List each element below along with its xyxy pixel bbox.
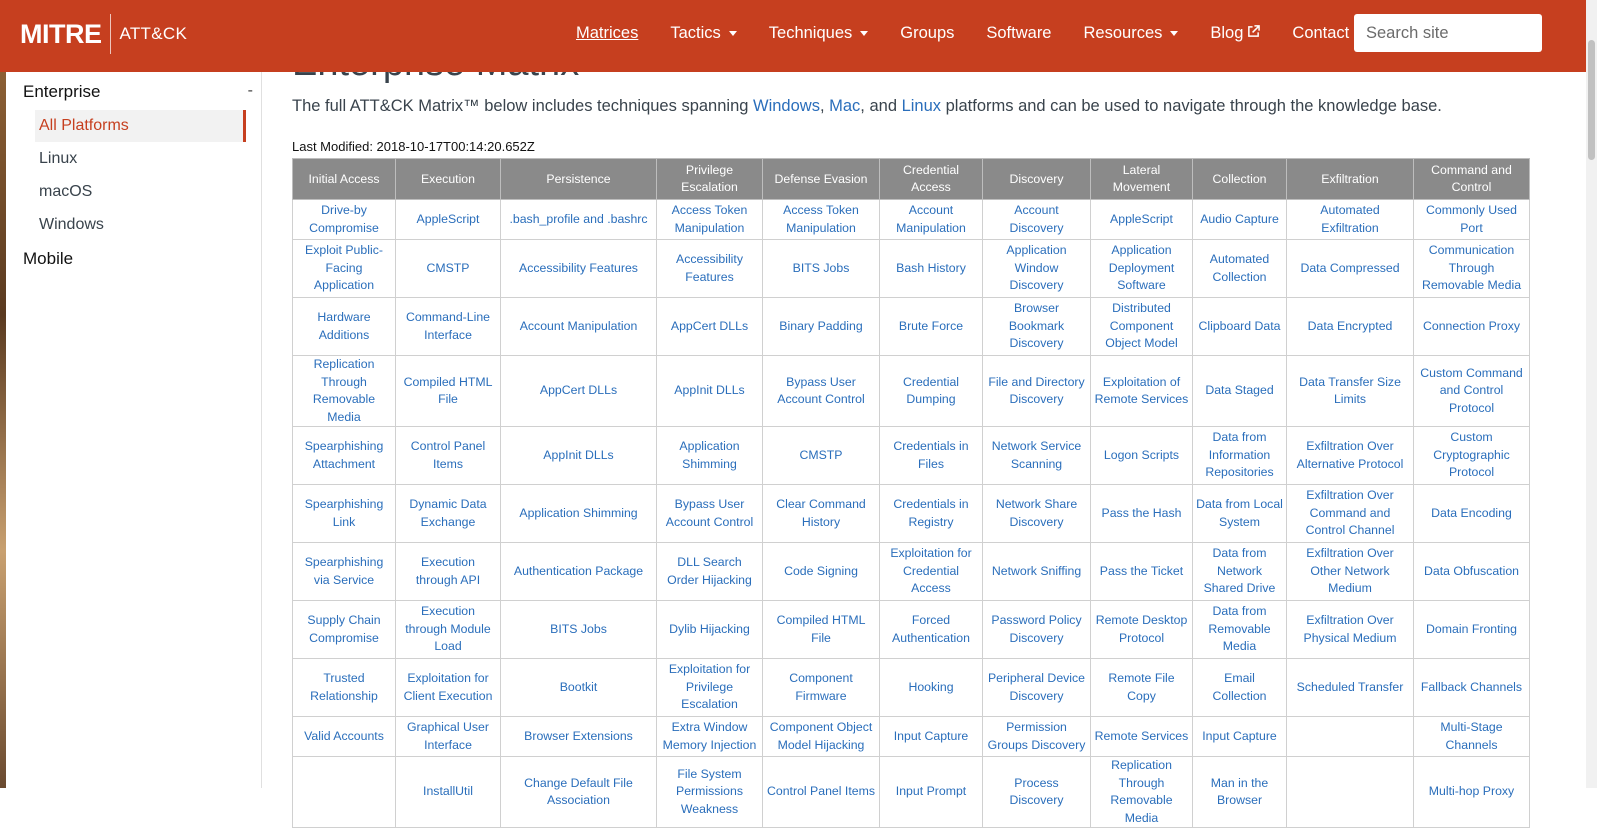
caret-down-icon xyxy=(729,31,737,36)
matrix-header-row xyxy=(293,159,1530,200)
matrix-row xyxy=(293,659,1530,717)
logo-divider xyxy=(110,14,111,54)
technique-cell[interactable]: Browser Bookmark Discovery xyxy=(983,298,1091,356)
technique-cell[interactable]: Replication Through Removable Media xyxy=(1091,757,1193,828)
nav-label: Contact xyxy=(1292,23,1350,42)
technique-cell[interactable]: CMSTP xyxy=(396,240,501,298)
technique-cell[interactable]: Control Panel Items xyxy=(763,757,880,828)
technique-cell[interactable]: Component Firmware xyxy=(763,659,880,717)
caret-down-icon xyxy=(860,31,868,36)
technique-cell[interactable]: Command-Line Interface xyxy=(396,298,501,356)
technique-cell[interactable]: Data Encoding xyxy=(1414,485,1530,543)
technique-cell[interactable]: Spearphishing Attachment xyxy=(293,427,396,485)
technique-cell[interactable]: Data Transfer Size Limits xyxy=(1287,356,1414,427)
tactic-header[interactable]: Initial Access xyxy=(293,159,396,200)
technique-cell[interactable]: Credentials in Registry xyxy=(880,485,983,543)
technique-cell[interactable]: Exfiltration Over Physical Medium xyxy=(1287,601,1414,659)
sidebar-item-windows[interactable]: Windows xyxy=(39,216,104,233)
technique-cell[interactable]: InstallUtil xyxy=(396,757,501,828)
tactic-header[interactable]: Persistence xyxy=(501,159,657,200)
nav-label: Matrices xyxy=(576,23,639,42)
technique-cell[interactable]: Permission Groups Discovery xyxy=(983,717,1091,757)
technique-cell[interactable]: Credentials in Files xyxy=(880,427,983,485)
technique-cell[interactable]: Data Compressed xyxy=(1287,240,1414,298)
technique-cell[interactable]: Spearphishing Link xyxy=(293,485,396,543)
matrix-row xyxy=(293,200,1530,240)
technique-cell[interactable]: Application Shimming xyxy=(657,427,763,485)
nav-label: Techniques xyxy=(768,23,853,42)
technique-cell[interactable]: Network Share Discovery xyxy=(983,485,1091,543)
matrix-row xyxy=(293,356,1530,427)
technique-cell[interactable]: Authentication Package xyxy=(501,543,657,601)
technique-cell[interactable]: Accessibility Features xyxy=(657,240,763,298)
technique-cell[interactable]: Data from Local System xyxy=(1193,485,1287,543)
tactic-header[interactable]: Discovery xyxy=(983,159,1091,200)
technique-cell[interactable]: Exploitation of Remote Services xyxy=(1091,356,1193,427)
technique-cell[interactable]: Man in the Browser xyxy=(1193,757,1287,828)
technique-cell[interactable]: Multi-hop Proxy xyxy=(1414,757,1530,828)
technique-cell[interactable]: Supply Chain Compromise xyxy=(293,601,396,659)
tactic-header[interactable]: Exfiltration xyxy=(1287,159,1414,200)
sidebar xyxy=(6,72,262,788)
technique-cell[interactable]: File and Directory Discovery xyxy=(983,356,1091,427)
sidebar-item-all-platforms[interactable]: All Platforms xyxy=(35,110,246,142)
technique-cell[interactable]: Exploitation for Client Execution xyxy=(396,659,501,717)
technique-cell[interactable]: Change Default File Association xyxy=(501,757,657,828)
technique-cell[interactable]: Remote Services xyxy=(1091,717,1193,757)
technique-cell[interactable]: Connection Proxy xyxy=(1414,298,1530,356)
technique-cell[interactable]: Account Manipulation xyxy=(501,298,657,356)
technique-cell[interactable]: Pass the Hash xyxy=(1091,485,1193,543)
technique-cell[interactable]: Binary Padding xyxy=(763,298,880,356)
tactic-header[interactable]: Lateral Movement xyxy=(1091,159,1193,200)
technique-cell[interactable]: Input Capture xyxy=(880,717,983,757)
matrix-row xyxy=(293,543,1530,601)
technique-cell[interactable]: Exfiltration Over Other Network Medium xyxy=(1287,543,1414,601)
empty-cell xyxy=(1287,717,1414,757)
technique-cell[interactable]: Logon Scripts xyxy=(1091,427,1193,485)
technique-cell[interactable]: Custom Cryptographic Protocol xyxy=(1414,427,1530,485)
matrix-table xyxy=(292,158,1530,828)
technique-cell[interactable]: Clear Command History xyxy=(763,485,880,543)
nav-label: Groups xyxy=(900,23,955,42)
logo-mitre: MITRE xyxy=(20,18,102,49)
technique-cell[interactable]: Trusted Relationship xyxy=(293,659,396,717)
nav-matrices-link[interactable] xyxy=(560,24,654,43)
technique-cell[interactable]: Clipboard Data xyxy=(1193,298,1287,356)
mitre-attack-logo[interactable] xyxy=(20,14,187,54)
matrix-row xyxy=(293,240,1530,298)
technique-cell[interactable]: AppInit DLLs xyxy=(657,356,763,427)
tactic-header[interactable]: Defense Evasion xyxy=(763,159,880,200)
intro-text: The full ATT&CK Matrix™ below includes techniques spanning Windows, Mac, and Linux platforms and can be used to navigate through the knowledge base. xyxy=(292,97,1442,115)
technique-cell[interactable]: Distributed Component Object Model xyxy=(1091,298,1193,356)
technique-cell[interactable]: Automated Collection xyxy=(1193,240,1287,298)
windows-link[interactable]: Windows xyxy=(753,97,820,115)
tactic-header[interactable]: Privilege Escalation xyxy=(657,159,763,200)
technique-cell[interactable]: Component Object Model Hijacking xyxy=(763,717,880,757)
technique-cell[interactable]: Remote Desktop Protocol xyxy=(1091,601,1193,659)
external-link-icon xyxy=(1247,24,1260,43)
technique-cell[interactable]: Password Policy Discovery xyxy=(983,601,1091,659)
technique-cell[interactable]: DLL Search Order Hijacking xyxy=(657,543,763,601)
technique-cell[interactable]: AppCert DLLs xyxy=(501,356,657,427)
technique-cell[interactable]: CMSTP xyxy=(763,427,880,485)
empty-cell xyxy=(1287,757,1414,828)
technique-cell[interactable]: Execution through Module Load xyxy=(396,601,501,659)
technique-cell[interactable]: Compiled HTML File xyxy=(396,356,501,427)
technique-cell[interactable]: AppleScript xyxy=(396,200,501,240)
nav-label: Tactics xyxy=(670,23,721,42)
technique-cell[interactable]: Bypass User Account Control xyxy=(763,356,880,427)
sidebar-item-linux[interactable]: Linux xyxy=(39,150,78,167)
matrix-row xyxy=(293,757,1530,828)
technique-cell[interactable]: Custom Command and Control Protocol xyxy=(1414,356,1530,427)
nav-resources-link[interactable] xyxy=(1068,24,1195,43)
tactic-header[interactable]: Collection xyxy=(1193,159,1287,200)
technique-cell[interactable]: Input Prompt xyxy=(880,757,983,828)
technique-cell[interactable]: Communication Through Removable Media xyxy=(1414,240,1530,298)
technique-cell[interactable]: Audio Capture xyxy=(1193,200,1287,240)
technique-cell[interactable]: Forced Authentication xyxy=(880,601,983,659)
technique-cell[interactable]: Data Staged xyxy=(1193,356,1287,427)
technique-cell[interactable]: .bash_profile and .bashrc xyxy=(501,200,657,240)
technique-cell[interactable]: Network Sniffing xyxy=(983,543,1091,601)
technique-cell[interactable]: Pass the Ticket xyxy=(1091,543,1193,601)
technique-cell[interactable]: Hooking xyxy=(880,659,983,717)
technique-cell[interactable]: Email Collection xyxy=(1193,659,1287,717)
technique-cell[interactable]: Compiled HTML File xyxy=(763,601,880,659)
technique-cell[interactable]: Bash History xyxy=(880,240,983,298)
nav-label: Blog xyxy=(1210,23,1244,42)
technique-cell[interactable]: Extra Window Memory Injection xyxy=(657,717,763,757)
technique-cell[interactable]: Account Discovery xyxy=(983,200,1091,240)
technique-cell[interactable]: Exploit Public-Facing Application xyxy=(293,240,396,298)
technique-cell[interactable]: Fallback Channels xyxy=(1414,659,1530,717)
technique-cell[interactable]: Data from Network Shared Drive xyxy=(1193,543,1287,601)
nav-software-link[interactable] xyxy=(970,24,1067,43)
technique-cell[interactable]: Graphical User Interface xyxy=(396,717,501,757)
technique-cell[interactable]: Code Signing xyxy=(763,543,880,601)
technique-cell[interactable]: Account Manipulation xyxy=(880,200,983,240)
technique-cell[interactable]: Access Token Manipulation xyxy=(657,200,763,240)
tactic-header[interactable]: Execution xyxy=(396,159,501,200)
technique-cell[interactable]: AppCert DLLs xyxy=(657,298,763,356)
logo-attck: ATT&CK xyxy=(119,24,188,43)
nav-groups-link[interactable] xyxy=(884,24,970,43)
nav-contact-link[interactable] xyxy=(1276,24,1365,43)
attack-matrix xyxy=(292,158,1529,825)
matrix-row xyxy=(293,427,1530,485)
caret-down-icon xyxy=(1170,31,1178,36)
technique-cell[interactable]: Application Window Discovery xyxy=(983,240,1091,298)
technique-cell[interactable]: Peripheral Device Discovery xyxy=(983,659,1091,717)
technique-cell[interactable]: Data from Information Repositories xyxy=(1193,427,1287,485)
last-modified: Last Modified: 2018-10-17T00:14:20.652Z xyxy=(292,139,535,154)
sidebar-item-macos[interactable]: macOS xyxy=(39,183,93,200)
technique-cell[interactable]: Network Service Scanning xyxy=(983,427,1091,485)
tactic-header[interactable]: Command and Control xyxy=(1414,159,1530,200)
nav-menu xyxy=(560,0,1365,66)
technique-cell[interactable]: Control Panel Items xyxy=(396,427,501,485)
technique-cell[interactable]: Brute Force xyxy=(880,298,983,356)
technique-cell[interactable]: Dynamic Data Exchange xyxy=(396,485,501,543)
technique-cell[interactable]: Accessibility Features xyxy=(501,240,657,298)
technique-cell[interactable]: Data Obfuscation xyxy=(1414,543,1530,601)
technique-cell[interactable]: Credential Dumping xyxy=(880,356,983,427)
linux-link[interactable]: Linux xyxy=(901,97,942,115)
collapse-icon[interactable]: - xyxy=(247,82,253,99)
nav-techniques-link[interactable] xyxy=(753,24,884,43)
technique-cell[interactable]: Execution through API xyxy=(396,543,501,601)
technique-cell[interactable]: Exfiltration Over Alternative Protocol xyxy=(1287,427,1414,485)
technique-cell[interactable]: Automated Exfiltration xyxy=(1287,200,1414,240)
technique-cell[interactable]: Remote File Copy xyxy=(1091,659,1193,717)
scrollbar[interactable] xyxy=(1586,0,1597,788)
technique-cell[interactable]: Process Discovery xyxy=(983,757,1091,828)
top-navbar xyxy=(0,0,1586,72)
matrix-row xyxy=(293,298,1530,356)
technique-cell[interactable]: Exfiltration Over Command and Control Channel xyxy=(1287,485,1414,543)
technique-cell[interactable]: Scheduled Transfer xyxy=(1287,659,1414,717)
technique-cell[interactable]: Replication Through Removable Media xyxy=(293,356,396,427)
technique-cell[interactable]: Dylib Hijacking xyxy=(657,601,763,659)
sidebar-enterprise[interactable] xyxy=(23,82,253,102)
nav-label: Software xyxy=(986,23,1052,42)
technique-cell[interactable]: Application Deployment Software xyxy=(1091,240,1193,298)
technique-cell[interactable]: Input Capture xyxy=(1193,717,1287,757)
technique-cell[interactable]: AppInit DLLs xyxy=(501,427,657,485)
technique-cell[interactable]: Commonly Used Port xyxy=(1414,200,1530,240)
technique-cell[interactable]: Spearphishing via Service xyxy=(293,543,396,601)
empty-cell xyxy=(293,757,396,828)
mac-link[interactable]: Mac xyxy=(829,97,861,115)
technique-cell[interactable]: Domain Fronting xyxy=(1414,601,1530,659)
sidebar-enterprise-label: Enterprise xyxy=(23,82,101,101)
technique-cell[interactable]: Data Encrypted xyxy=(1287,298,1414,356)
search-input[interactable] xyxy=(1354,14,1542,52)
technique-cell[interactable]: Browser Extensions xyxy=(501,717,657,757)
technique-cell[interactable]: Drive-by Compromise xyxy=(293,200,396,240)
technique-cell[interactable]: File System Permissions Weakness xyxy=(657,757,763,828)
tactic-header[interactable]: Credential Access xyxy=(880,159,983,200)
technique-cell[interactable]: Valid Accounts xyxy=(293,717,396,757)
technique-cell[interactable]: AppleScript xyxy=(1091,200,1193,240)
scrollbar-thumb[interactable] xyxy=(1588,40,1595,160)
technique-cell[interactable]: BITS Jobs xyxy=(501,601,657,659)
technique-cell[interactable]: Access Token Manipulation xyxy=(763,200,880,240)
nav-label: Resources xyxy=(1083,23,1163,42)
technique-cell[interactable]: Hardware Additions xyxy=(293,298,396,356)
technique-cell[interactable]: Exploitation for Privilege Escalation xyxy=(657,659,763,717)
matrix-row xyxy=(293,601,1530,659)
technique-cell[interactable]: Application Shimming xyxy=(501,485,657,543)
matrix-row xyxy=(293,485,1530,543)
matrix-row xyxy=(293,717,1530,757)
nav-blog-link[interactable] xyxy=(1194,24,1276,43)
nav-tactics-link[interactable] xyxy=(654,24,752,43)
technique-cell[interactable]: Bypass User Account Control xyxy=(657,485,763,543)
technique-cell[interactable]: Exploitation for Credential Access xyxy=(880,543,983,601)
technique-cell[interactable]: Bootkit xyxy=(501,659,657,717)
technique-cell[interactable]: BITS Jobs xyxy=(763,240,880,298)
sidebar-mobile[interactable]: Mobile xyxy=(23,249,74,268)
technique-cell[interactable]: Data from Removable Media xyxy=(1193,601,1287,659)
technique-cell[interactable]: Multi-Stage Channels xyxy=(1414,717,1530,757)
